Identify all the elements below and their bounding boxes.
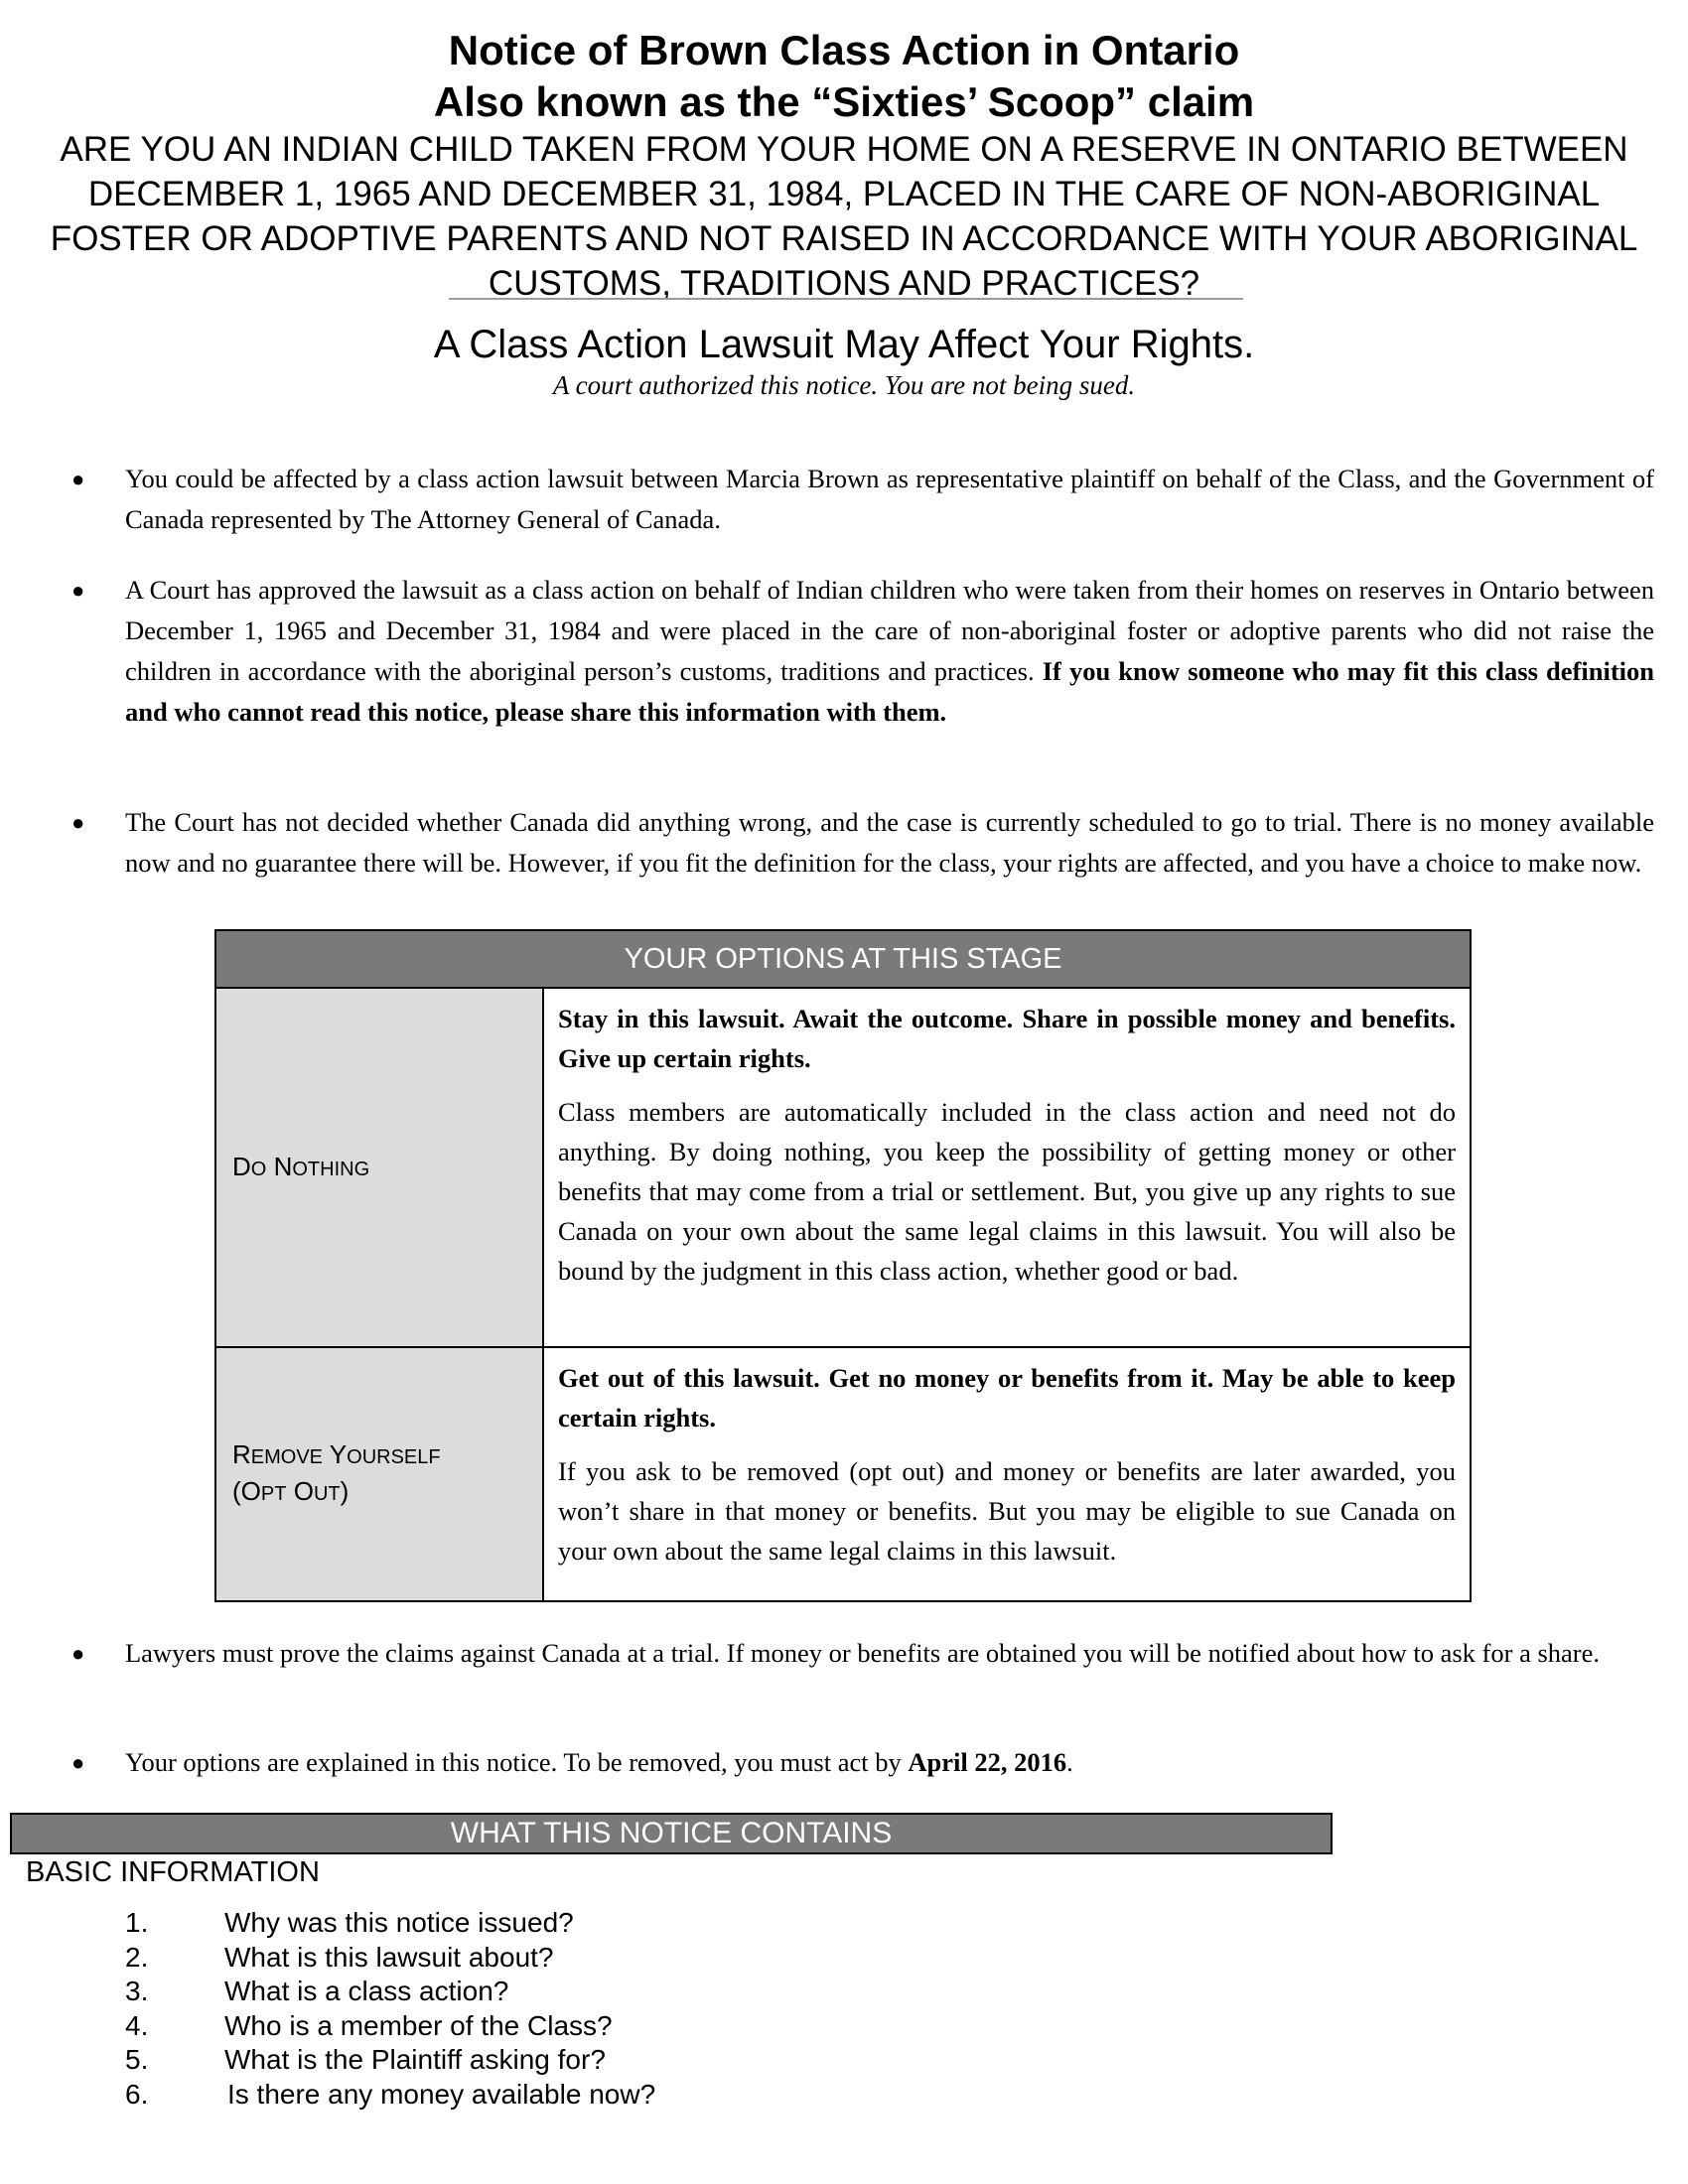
list-item: [125, 2043, 919, 2078]
option-row-opt-out: [215, 1347, 1471, 1601]
list-item-number: 5.: [125, 2044, 149, 2075]
label-rest: OTHING: [292, 1158, 370, 1180]
bullet-dot: ●: [71, 1641, 85, 1666]
label-paren: ): [340, 1476, 350, 1506]
label-rest: OURSELF: [347, 1446, 441, 1468]
notice-title: Notice of Brown Class Action in Ontario: [448, 27, 1240, 73]
eligibility-question: ARE YOU AN INDIAN CHILD TAKEN FROM YOUR HOME ON A RESERVE IN ONTARIO BETWEEN DECEMBER 1, 1965 AND DECEMBER 31, 1984, PLACED IN THE CARE OF NON-ABORIGINAL FOSTER OR ADOPTIVE PARENTS AND NOT RAISED IN ACCORDANCE WITH YOUR ABORIGINAL CUSTOMS, TRADITIONS AND PRACTICES?: [50, 130, 1638, 303]
contents-bar: WHAT THIS NOTICE CONTAINS: [10, 1813, 1333, 1854]
contents-section-title: BASIC INFORMATION: [26, 1856, 320, 1888]
bullet-dot: ●: [71, 467, 85, 491]
label-rest: PT: [260, 1483, 287, 1505]
bullet-text: [125, 1742, 1654, 1783]
list-item-text: Why was this notice issued?: [224, 1907, 574, 1938]
options-table-header: YOUR OPTIONS AT THIS STAGE: [215, 930, 1471, 988]
label-rest: EMOVE: [250, 1446, 324, 1468]
bullet-dot: ●: [71, 810, 85, 835]
notice-subtitle: Also known as the “Sixties’ Scoop” claim: [433, 78, 1255, 125]
label-initial: O: [240, 1476, 261, 1506]
list-item-number: 1.: [125, 1907, 149, 1938]
table-of-contents: [125, 1906, 919, 2112]
option-description-do-nothing: [543, 988, 1471, 1347]
option-heading: Stay in this lawsuit. Await the outcome. Share in possible money and benefits. Give up certain rights.: [558, 1004, 1456, 1073]
header-divider: [449, 298, 1243, 300]
list-item-text: Who is a member of the Class?: [224, 2009, 613, 2041]
list-item-number: 4.: [125, 2009, 149, 2041]
label-initial: N: [273, 1151, 293, 1181]
option-body: Class members are automatically included in the class action and need not do anything. By doing nothing, you keep the possibility of getting money or other benefits that may come from a trial or settlement. But, you give up any rights to sue Canada on your own about the same legal claims in this lawsuit. You will also be bound by the judgment in this class action, whether good or bad.: [558, 1097, 1456, 1286]
option-description-opt-out: [543, 1347, 1471, 1601]
options-table: [214, 929, 1472, 1602]
list-item-text: What is the Plaintiff asking for?: [224, 2044, 606, 2075]
option-row-do-nothing: [215, 988, 1471, 1347]
bullet-text: Lawyers must prove the claims against Canada at a trial. If money or benefits are obtained you will be notified about how to ask for a share.: [125, 1638, 1601, 1668]
affect-rights-heading: A Class Action Lawsuit May Affect Your Rights.: [433, 323, 1255, 366]
label-initial: D: [232, 1151, 251, 1181]
label-paren: (: [232, 1476, 241, 1506]
list-item-text: Is there any money available now?: [227, 2078, 656, 2110]
option-label-do-nothing: [215, 988, 543, 1347]
option-body: If you ask to be removed (opt out) and money or benefits are later awarded, you won’t share in that money or benefits. But you may be eligible to sue Canada on your own about the same legal claims in this lawsuit.: [558, 1456, 1456, 1566]
label-rest: UT: [313, 1483, 341, 1505]
list-item-text: What is this lawsuit about?: [224, 1941, 554, 1973]
list-item: [125, 1941, 919, 1976]
label-rest: O: [250, 1158, 267, 1180]
bullet-text-regular: Your options are explained in this notice. To be removed, you must act by: [125, 1747, 909, 1777]
option-heading: Get out of this lawsuit. Get no money or benefits from it. May be able to keep certain rights.: [558, 1363, 1456, 1433]
bullet-text-end: .: [1066, 1747, 1073, 1777]
list-item-number: 6.: [125, 2078, 149, 2110]
list-item: [125, 1906, 919, 1941]
bullet-text: [125, 570, 1654, 733]
bullet-dot: ●: [71, 578, 85, 603]
list-item: [125, 1975, 919, 2009]
label-initial: O: [293, 1476, 314, 1506]
bullet-text: You could be affected by a class action lawsuit between Marcia Brown as representative plaintiff on behalf of the Class, and the Government of Canada represented by The Attorney General of Canada.: [125, 464, 1654, 534]
list-item: [125, 2009, 919, 2044]
option-label-opt-out: [215, 1347, 543, 1601]
court-authorized-note: A court authorized this notice. You are not being sued.: [552, 370, 1136, 400]
list-item-number: 2.: [125, 1941, 149, 1973]
bullet-text: The Court has not decided whether Canada did anything wrong, and the case is currently scheduled to go to trial. There is no money available now and no guarantee there will be. However, if you fit the definition for the class, your rights are affected, and you have a choice to make now.: [125, 807, 1654, 878]
label-initial: R: [232, 1439, 251, 1469]
label-initial: Y: [329, 1439, 348, 1469]
bullet-text-regular: A Court has approved the lawsuit as a class action on behalf of Indian children who were taken from their homes on reserves in Ontario between December 1, 1965 and December 31, 1984 and were placed in the care of non-aboriginal foster or adoptive parents who did not raise the children in accordance with the aboriginal person’s customs, traditions and practices.: [125, 575, 1654, 686]
list-item: [125, 2078, 919, 2113]
list-item-number: 3.: [125, 1976, 149, 2006]
bullet-dot: ●: [71, 1750, 85, 1775]
list-item-text: What is a class action?: [224, 1976, 509, 2006]
deadline-date: April 22, 2016: [908, 1747, 1067, 1777]
bullet-text-bold: If you know someone who may fit this class definition and who cannot read this notice, please share this information with them.: [125, 656, 1655, 727]
